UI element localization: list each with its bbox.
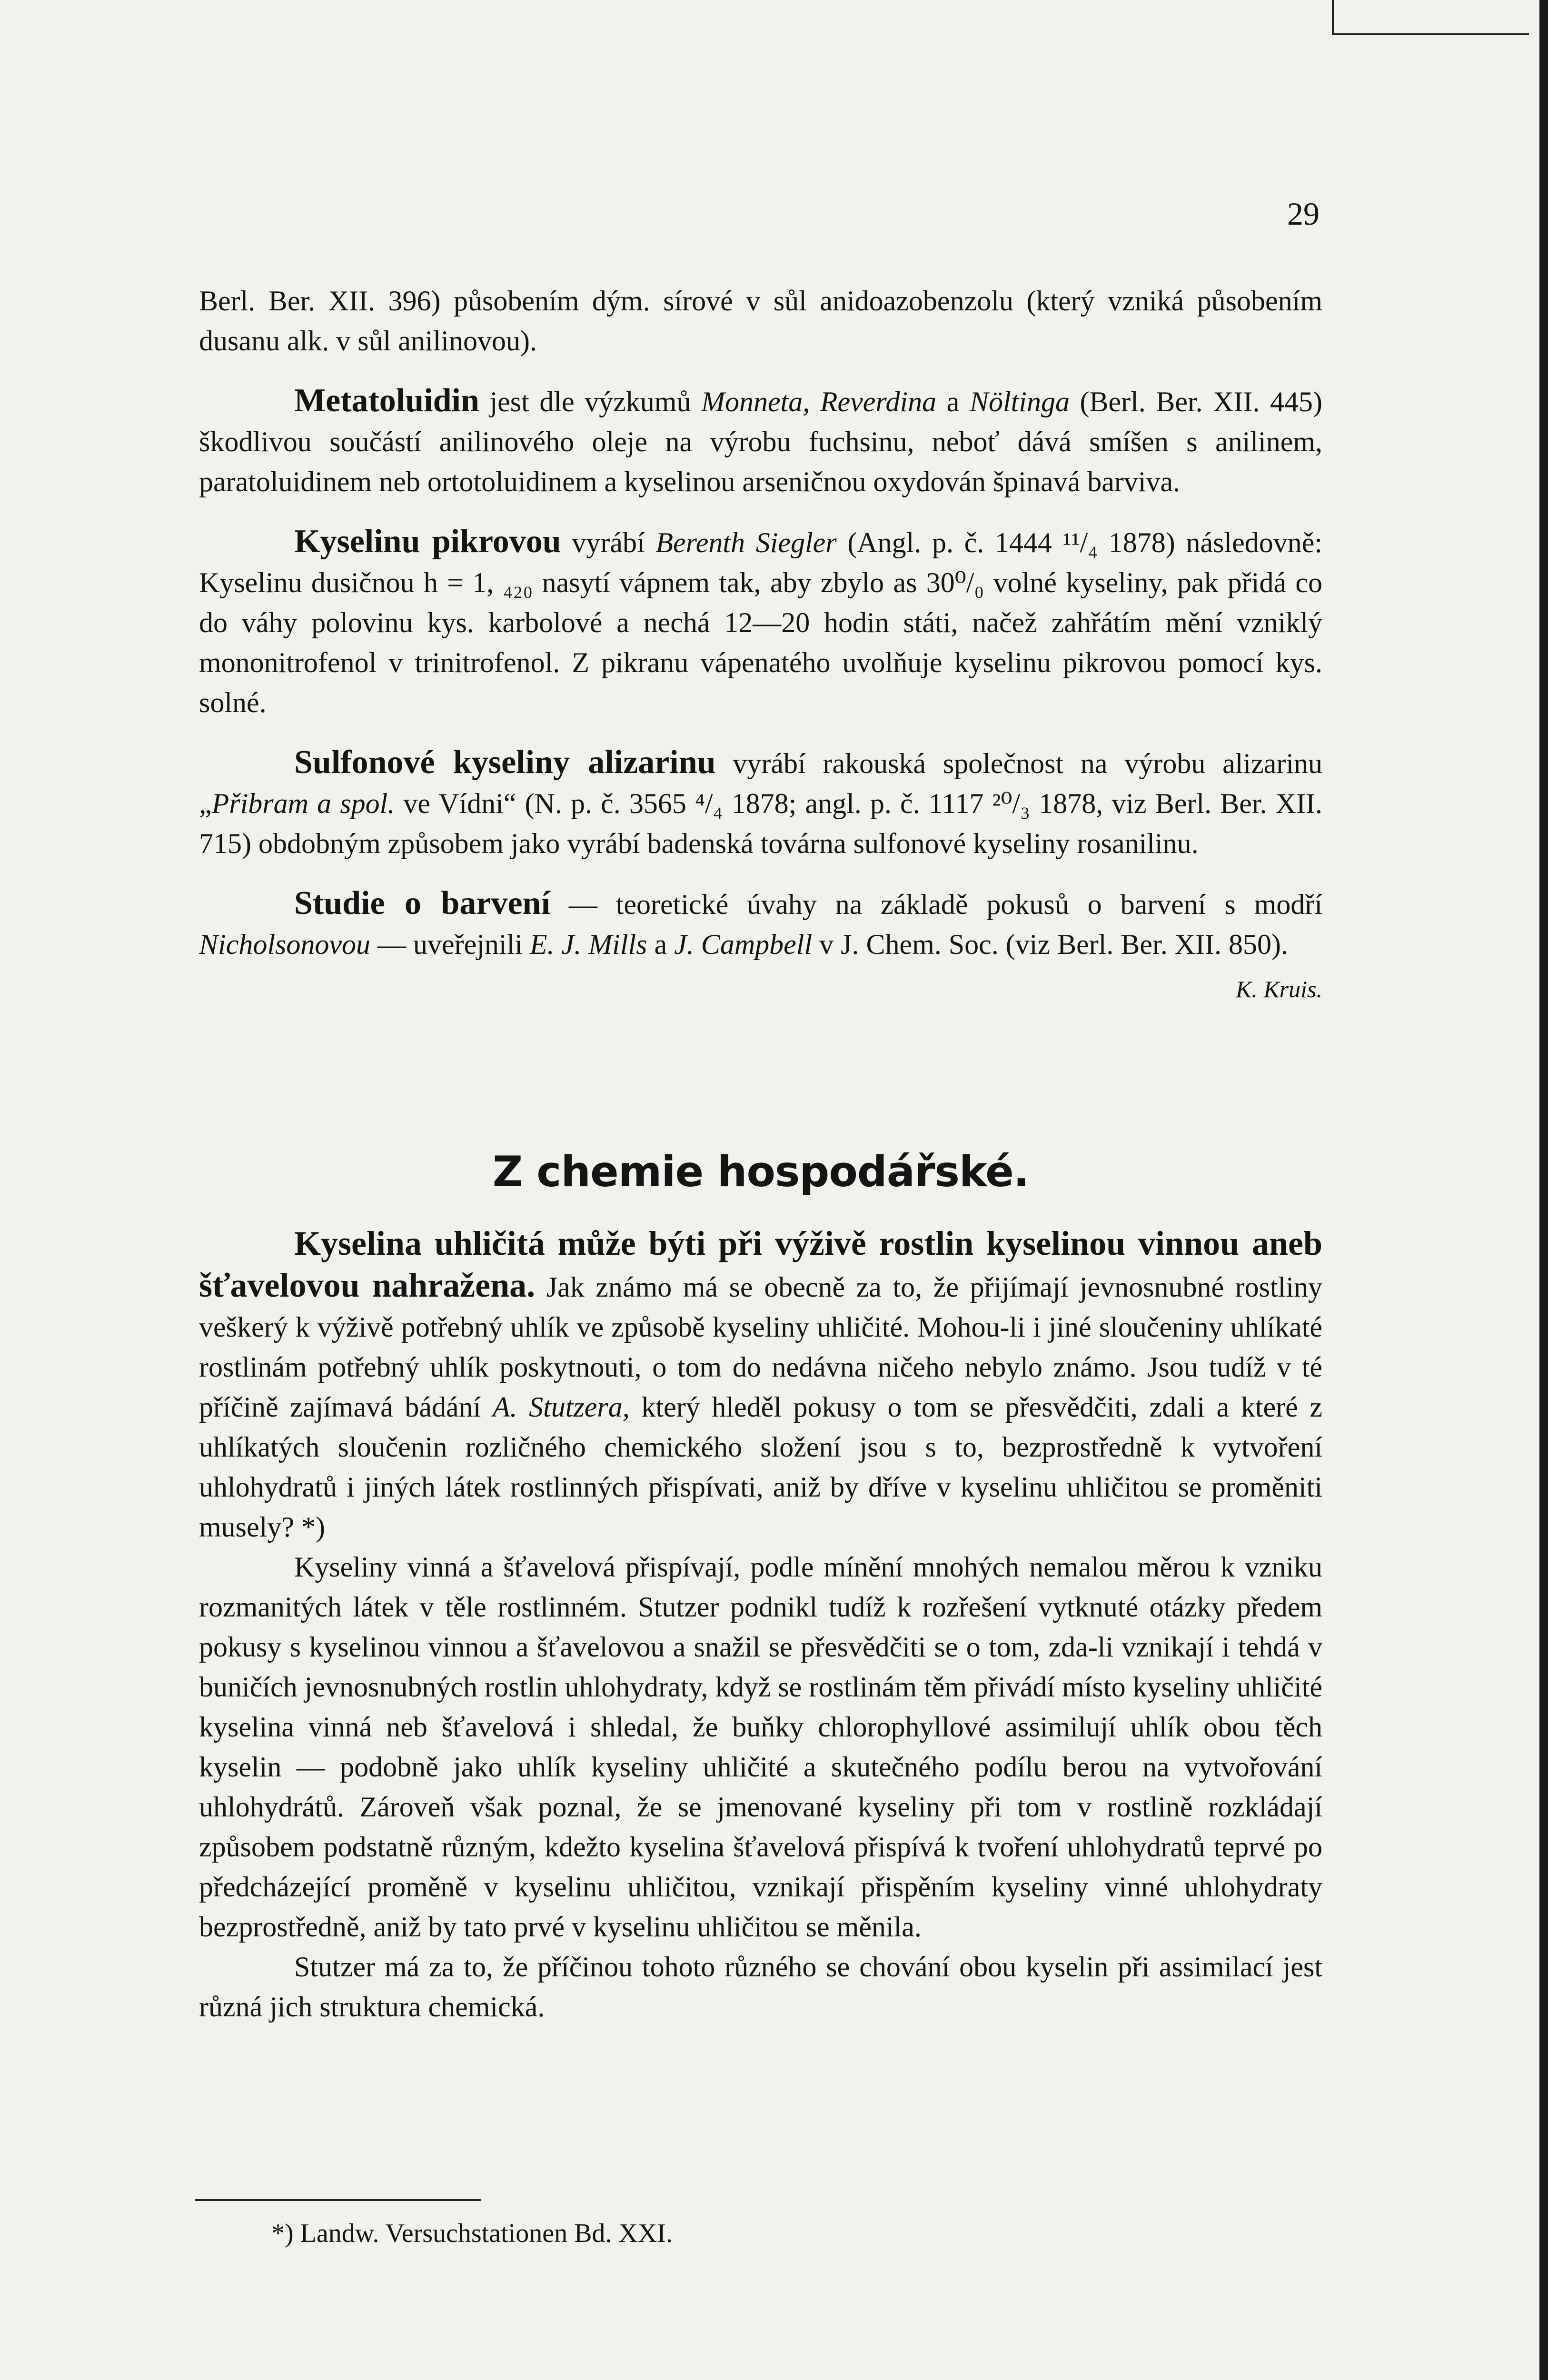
paragraph-1: Berl. Ber. XII. 396) působením dým. sírové v sůl anidoazobenzolu (který vzniká působením dusanu alk. v sůl anilinovou). [199,285,1322,357]
text-run: jest dle výzkumů [479,386,702,417]
paragraph-kyseliny-vinna: Kyseliny vinná a šťavelová přispívají, podle mínění mnohých nemalou měrou k vzniku rozmanitých látek v těle rostlinném. Stutzer podnikl tudíž k rozřešení vytknuté otázky předem pokusy s kyselinou vinnou a šťavelovou a snažil se přesvědčiti se o tom, zda-li vznikají i tehdá v buničích jevnosnubných rostlin uhlohydraty, když se rostlinám těm přivádí místo kyseliny uhličité kyselina vinná neb šťavelová i shledal, že buňky chlorophyllové assimilují uhlík obou těch kyselin — podobně jako uhlík kyseliny uhličité a skutečného podílu berou na vytvořování uhlohydrátů. Zároveň však poznal, že se jmenované kyseliny při tom v rostlině rozkládají způsobem podstatně různým, kdežto kyselina šťavelová přispívá k tvoření uhlohydratů teprvé po předcházející proměně v kyselinu uhličitou, vznikají přispěním kyseliny vinné uhlohydraty bezprostředně, aniž by tato prvé v kyselinu uhličitou se měnila. [199,1551,1322,1943]
text-block-section [199,1223,1322,2027]
scan-corner-mark [1332,0,1529,35]
text-run: který hleděl pokusy o tom se přesvědčiti, zdali a které z uhlíkatých sloučenin rozličného chemického složení jsou s to, bezprostředně k vytvoření uhlohydratů i jiných látek rostlinných přispívati, aniž by dříve v kyselinu uhličitou se proměniti musely? *) [199,1391,1323,1543]
text-run: vyrábí rakouská společnost na výrobu alizarinu „ [199,748,1322,819]
paragraph-metatoluidin [199,381,1322,502]
text-run: ve Vídni“ (N. p. č. 3565 ⁴/₄ 1878; angl. p. č. 1117 ²⁰/₃ 1878, viz Berl. Ber. XII. 715) obdobným způsobem jako vyrábí badenská továrna sulfonové kyseliny rosanilinu. [199,788,1322,859]
page-number: 29 [1287,196,1320,232]
text-run: a [936,386,970,417]
text-run: (Angl. p. č. 1444 ¹¹/₄ 1878) následovně: Kyselinu dusičnou h = 1, ₄₂₀ nasytí vápnem tak, aby zbylo as 30⁰/₀ volné kyseliny, pak přidá co do váhy polovinu kys. karbolové a nechá 12—20 hodin státi, načež zahřátím mění vzniklý mononitrofenol v trinitrofenol. Z pikranu vápenatého uvolňuje kyselinu pikrovou pomocí kys. solné. [199,527,1323,718]
footnote: *) Landw. Versuchstationen Bd. XXI. [271,2219,673,2248]
italic-run: Monneta, Reverdina [701,386,937,417]
text-run: v J. Chem. Soc. (viz Berl. Ber. XII. 850). [812,929,1288,960]
heading-kyselina-uhlicita: Kyselina uhličitá může býti při výživě rostlin kyselinou vinnou aneb šťavelovou nahražena. [199,1224,1322,1304]
italic-run: E. J. Mills [529,929,647,960]
heading-metatoluidin: Metatoluidin [294,382,479,419]
heading-studie-o-barveni: Studie o barvení [294,885,550,922]
scan-edge-right [1539,0,1548,2380]
footnote-rule [195,2199,481,2201]
text-block-top [199,281,1322,1009]
text-run: — uveřejnili [370,929,530,960]
paragraph-studie [199,883,1322,1002]
section-title: Z chemie hospodářské. [492,1147,1029,1196]
italic-run: Přibram a spol. [211,788,395,819]
text-run: — teoretické úvahy na základě pokusů o barvení s modří [550,889,1322,920]
paragraph-kyselinu-pikrovou [199,522,1322,723]
text-run: vyrábí [561,527,656,558]
italic-run: Nöltinga [969,386,1070,417]
italic-run: J. Campbell [674,929,813,960]
author-signature: K. Kruis. [1235,976,1322,1002]
italic-run: Berenth Siegler [655,527,837,558]
italic-run: Nicholsonovou [199,929,370,960]
text-run: a [647,929,675,960]
paragraph-stutzer: Stutzer má za to, že příčinou tohoto různého se chování obou kyselin při assimilací jest různá jich struktura chemická. [199,1951,1322,2023]
paragraph-kyselina-uhlicita [199,1223,1322,1547]
paragraph-sulfonove [199,743,1322,863]
italic-run: A. Stutzera, [492,1391,630,1423]
text-run: (Berl. Ber. XII. 445) škodlivou součástí anilinového oleje na výrobu fuchsinu, neboť dává smíšen s anilinem, paratoluidinem neb ortotoluidinem a kyselinou arseničnou oxydován špinavá barviva. [199,386,1323,497]
heading-kyselinu-pikrovou: Kyselinu pikrovou [294,523,561,560]
text-run: Jak známo má se obecně za to, že přijímají jevnosnubné rostliny veškerý k výživě potřebný uhlík ve způsobě kyseliny uhličité. Mohou-li i jiné sloučeniny uhlíkaté rostlinám potřebný uhlík poskytnouti, o tom do nedávna ničeho nebylo známo. Jsou tudíž v té příčině zajímavá bádání [199,1271,1323,1423]
heading-sulfonove-kyseliny: Sulfonové kyseliny alizarinu [294,744,716,781]
